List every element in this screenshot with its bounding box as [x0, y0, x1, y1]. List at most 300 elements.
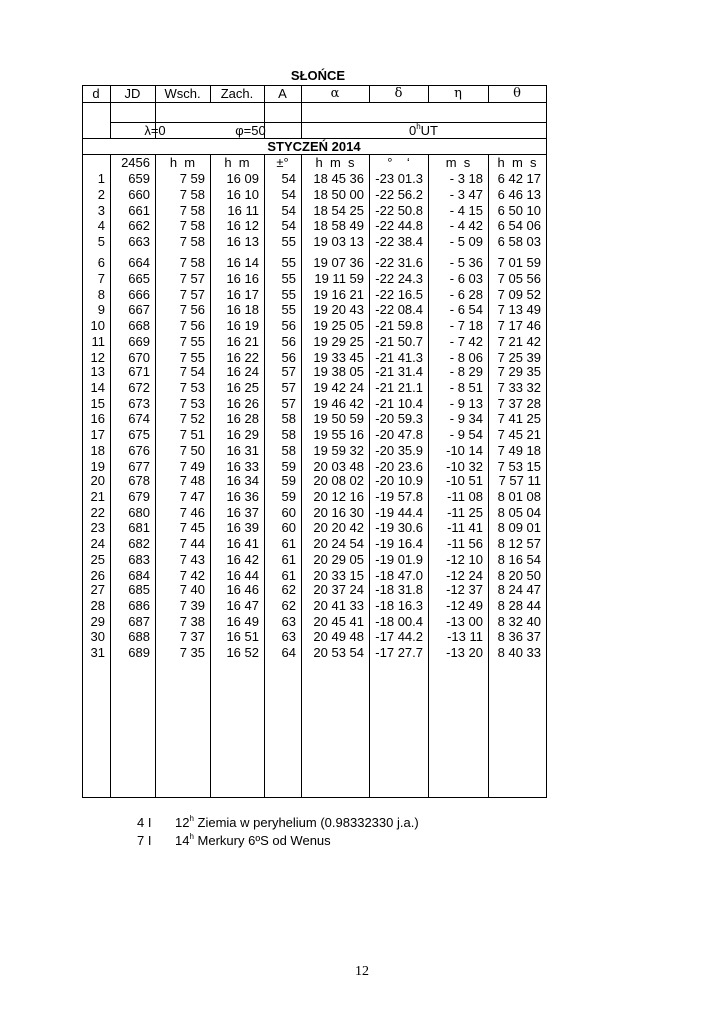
- table-cell-col-5: 20 12 16: [313, 488, 364, 504]
- table-cell-col-3: 16 44: [226, 567, 259, 583]
- table-cell-col-7: - 9 54: [449, 427, 483, 443]
- table-rule: [210, 154, 211, 797]
- table-cell-col-5: 20 24 54: [313, 536, 364, 552]
- table-cell-col-1: 662: [128, 218, 150, 234]
- table-rule: [155, 154, 156, 797]
- table-cell-col-6: -21 21.1: [375, 379, 423, 395]
- param-ut: 0$^h$UT: [408, 122, 439, 138]
- table-cell-col-1: 663: [128, 234, 150, 250]
- table-cell-col-8: 8 40 33: [497, 645, 541, 661]
- table-cell-col-2: 7 45: [179, 520, 205, 536]
- table-cell-col-3: 16 37: [226, 504, 259, 520]
- table-cell-col-0: 7: [97, 270, 105, 286]
- table-cell-col-8: 7 57 11: [498, 473, 541, 488]
- table-cell-col-0: 23: [90, 520, 105, 536]
- table-cell-col-2: 7 54: [179, 364, 205, 379]
- table-cell-col-1: 667: [128, 302, 150, 318]
- table-rule: [488, 154, 489, 797]
- table-cell-col-4: 56: [281, 318, 296, 334]
- table-cell-col-2: 7 52: [179, 411, 205, 427]
- table-cell-col-8: 6 42 17: [497, 171, 541, 186]
- table-cell-col-5: 20 41 33: [313, 597, 364, 613]
- table-cell-col-3: 16 22: [226, 349, 259, 365]
- table-cell-col-2: 7 49: [179, 458, 205, 474]
- table-cell-col-7: - 7 18: [449, 318, 483, 334]
- table-cell-col-6: -19 57.8: [375, 488, 423, 504]
- table-cell-col-1: 675: [128, 427, 150, 443]
- table-cell-col-2: 7 35: [179, 645, 205, 661]
- table-cell-col-3: 16 16: [226, 270, 259, 286]
- table-cell-col-5: 20 49 48: [313, 629, 364, 645]
- table-cell-col-5: 20 37 24: [313, 582, 364, 597]
- table-cell-col-8: 8 09 01: [497, 520, 541, 536]
- table-cell-col-2: 7 43: [179, 552, 205, 567]
- table-cell-col-6: -22 56.2: [375, 186, 423, 202]
- table-cell-col-1: 661: [128, 202, 150, 218]
- table-cell-col-2: 7 57: [179, 270, 205, 286]
- table-cell-col-3: 16 10: [226, 186, 259, 202]
- table-cell-col-0: 9: [97, 302, 105, 318]
- table-cell-col-6: -20 47.8: [375, 427, 423, 443]
- col-header-1: JD: [124, 86, 141, 101]
- table-cell-col-4: 62: [281, 582, 296, 597]
- table-cell-col-2: 7 59: [179, 171, 205, 186]
- table-cell-col-5: 19 07 36: [313, 255, 364, 270]
- table-cell-col-7: - 8 06: [449, 349, 483, 365]
- table-cell-col-5: 19 25 05: [313, 318, 364, 334]
- table-cell-col-6: -22 16.5: [375, 286, 423, 302]
- table-cell-col-2: 7 53: [179, 379, 205, 395]
- table-cell-col-5: 19 38 05: [313, 364, 364, 379]
- table-cell-col-5: 19 50 59: [313, 411, 364, 427]
- table-cell-col-5: 20 08 02: [313, 473, 364, 488]
- table-rule: [110, 154, 111, 797]
- table-cell-col-4: 63: [281, 629, 296, 645]
- page-title: SŁOŃCE: [290, 68, 346, 83]
- table-cell-col-7: -10 32: [446, 458, 483, 474]
- table-cell-col-8: 7 13 49: [497, 302, 541, 318]
- table-cell-col-6: -21 59.8: [375, 318, 423, 334]
- table-cell-col-3: 16 11: [227, 202, 259, 218]
- table-cell-col-8: 8 20 50: [497, 567, 541, 583]
- table-cell-col-3: 16 21: [226, 334, 259, 349]
- table-cell-col-4: 55: [281, 234, 296, 250]
- table-cell-col-3: 16 26: [226, 395, 259, 411]
- table-cell-col-6: -21 41.3: [375, 349, 423, 365]
- table-cell-col-4: 62: [281, 597, 296, 613]
- table-cell-col-4: 55: [281, 286, 296, 302]
- notes: [137, 814, 419, 850]
- table-cell-col-5: 18 50 00: [313, 186, 364, 202]
- table-cell-col-6: -23 01.3: [375, 171, 423, 186]
- unit-label-4: ±°: [276, 155, 289, 170]
- table-cell-col-5: 19 29 25: [313, 334, 364, 349]
- table-cell-col-2: 7 47: [179, 488, 205, 504]
- table-cell-col-1: 671: [128, 364, 150, 379]
- table-cell-col-6: -22 38.4: [375, 234, 423, 250]
- table-cell-col-5: 20 45 41: [313, 613, 364, 629]
- unit-label-3: h m: [224, 155, 250, 170]
- note-row: [137, 814, 419, 832]
- table-cell-col-1: 678: [128, 473, 150, 488]
- table-cell-col-8: 6 54 06: [497, 218, 541, 234]
- table-cell-col-4: 60: [281, 520, 296, 536]
- table-cell-col-6: -18 16.3: [375, 597, 423, 613]
- table-rule: [82, 797, 546, 798]
- table-cell-col-5: 19 20 43: [313, 302, 364, 318]
- table-cell-col-8: 8 32 40: [497, 613, 541, 629]
- table-cell-col-0: 1: [97, 171, 105, 186]
- table-cell-col-0: 21: [90, 488, 105, 504]
- table-cell-col-7: -10 51: [446, 473, 483, 488]
- table-cell-col-1: 676: [128, 443, 150, 458]
- table-cell-col-7: - 6 03: [449, 270, 483, 286]
- table-cell-col-0: 27: [90, 582, 105, 597]
- table-cell-col-3: 16 41: [226, 536, 259, 552]
- table-cell-col-2: 7 58: [179, 186, 205, 202]
- table-cell-col-0: 6: [97, 255, 105, 270]
- table-cell-col-4: 54: [281, 186, 296, 202]
- unit-label-8: h m s: [497, 155, 537, 170]
- table-cell-col-4: 55: [281, 302, 296, 318]
- table-cell-col-0: 17: [90, 427, 105, 443]
- table-cell-col-2: 7 55: [179, 349, 205, 365]
- table-cell-col-7: - 3 18: [449, 171, 483, 186]
- table-cell-col-4: 58: [281, 443, 296, 458]
- table-cell-col-5: 20 29 05: [313, 552, 364, 567]
- table-cell-col-1: 669: [128, 334, 150, 349]
- table-cell-col-7: -11 41: [447, 520, 483, 536]
- table-cell-col-3: 16 13: [226, 234, 259, 250]
- table-cell-col-4: 57: [281, 379, 296, 395]
- param-lambda: λ=0: [144, 123, 166, 138]
- col-header-2: Wsch.: [164, 86, 201, 101]
- table-cell-col-7: - 6 54: [449, 302, 483, 318]
- table-cell-col-0: 31: [90, 645, 105, 661]
- table-rule: [82, 85, 83, 798]
- table-cell-col-0: 12: [90, 349, 105, 365]
- note-date: 4 I: [137, 815, 152, 830]
- note-text: 12$^h$ Ziemia w peryhelium (0.98332330 j.a.): [175, 814, 419, 830]
- table-cell-col-3: 16 28: [226, 411, 259, 427]
- table-cell-col-6: -20 35.9: [375, 443, 423, 458]
- table-cell-col-4: 58: [281, 411, 296, 427]
- param-phi: φ=50: [235, 123, 266, 138]
- table-cell-col-1: 672: [128, 379, 150, 395]
- table-cell-col-6: -22 50.8: [375, 202, 423, 218]
- table-cell-col-8: 8 24 47: [497, 582, 541, 597]
- table-cell-col-0: 13: [90, 364, 105, 379]
- table-cell-col-1: 665: [128, 270, 150, 286]
- table-cell-col-5: 20 03 48: [313, 458, 364, 474]
- table-cell-col-5: 19 16 21: [313, 286, 364, 302]
- table-cell-col-3: 16 12: [226, 218, 259, 234]
- table-cell-col-1: 684: [128, 567, 150, 583]
- table-cell-col-0: 5: [97, 234, 105, 250]
- table-cell-col-3: 16 18: [226, 302, 259, 318]
- table-cell-col-5: 19 11 59: [314, 270, 364, 286]
- table-cell-col-5: 19 59 32: [313, 443, 364, 458]
- table-cell-col-5: 18 45 36: [313, 171, 364, 186]
- table-cell-col-1: 668: [128, 318, 150, 334]
- table-cell-col-7: -11 56: [447, 536, 483, 552]
- table-cell-col-4: 64: [281, 645, 296, 661]
- table-cell-col-5: 20 20 42: [313, 520, 364, 536]
- table-cell-col-4: 54: [281, 218, 296, 234]
- table-cell-col-1: 677: [128, 458, 150, 474]
- table-cell-col-8: 7 09 52: [497, 286, 541, 302]
- table-cell-col-4: 59: [281, 473, 296, 488]
- unit-label-5: h m s: [315, 155, 355, 170]
- table-cell-col-8: 7 21 42: [497, 334, 541, 349]
- table-cell-col-1: 683: [128, 552, 150, 567]
- table-cell-col-6: -18 31.8: [375, 582, 423, 597]
- table-cell-col-3: 16 34: [226, 473, 259, 488]
- table-cell-col-8: 8 16 54: [497, 552, 541, 567]
- table-cell-col-4: 57: [281, 395, 296, 411]
- table-cell-col-6: -18 00.4: [375, 613, 423, 629]
- table-cell-col-6: -22 08.4: [375, 302, 423, 318]
- table-cell-col-0: 15: [90, 395, 105, 411]
- table-cell-col-6: -19 16.4: [375, 536, 423, 552]
- table-cell-col-8: 6 58 03: [497, 234, 541, 250]
- table-cell-col-3: 16 49: [226, 613, 259, 629]
- table-cell-col-1: 664: [128, 255, 150, 270]
- table-cell-col-3: 16 42: [226, 552, 259, 567]
- table-cell-col-1: 688: [128, 629, 150, 645]
- table-cell-col-1: 659: [128, 171, 150, 186]
- table-cell-col-7: -11 08: [447, 488, 483, 504]
- table-cell-col-8: 6 50 10: [497, 202, 541, 218]
- col-header-6: δ: [394, 86, 403, 101]
- table-cell-col-1: 673: [128, 395, 150, 411]
- table-cell-col-6: -20 23.6: [375, 458, 423, 474]
- table-cell-col-7: -12 49: [446, 597, 483, 613]
- table-cell-col-5: 18 58 49: [313, 218, 364, 234]
- table-cell-col-8: 8 01 08: [497, 488, 541, 504]
- table-cell-col-4: 54: [281, 171, 296, 186]
- table-rule: [301, 154, 302, 797]
- unit-label-6: ° ‘: [387, 155, 410, 170]
- table-cell-col-7: -12 37: [446, 582, 483, 597]
- table-rule: [546, 85, 547, 798]
- table-cell-col-7: - 7 42: [449, 334, 483, 349]
- table-cell-col-4: 61: [281, 567, 296, 583]
- table-cell-col-5: 19 42 24: [313, 379, 364, 395]
- table-cell-col-0: 14: [90, 379, 105, 395]
- month-title: STYCZEŃ 2014: [267, 139, 361, 154]
- table-cell-col-3: 16 09: [226, 171, 259, 186]
- table-cell-col-8: 7 25 39: [497, 349, 541, 365]
- table-cell-col-1: 660: [128, 186, 150, 202]
- table-cell-col-7: -11 25: [447, 504, 483, 520]
- table-rule: [369, 154, 370, 797]
- table-cell-col-3: 16 29: [226, 427, 259, 443]
- table-cell-col-5: 19 55 16: [313, 427, 364, 443]
- col-header-4: A: [278, 86, 287, 101]
- table-cell-col-6: -21 31.4: [375, 364, 423, 379]
- table-cell-col-8: 7 41 25: [497, 411, 541, 427]
- table-cell-col-7: -12 10: [446, 552, 483, 567]
- table-cell-col-1: 674: [128, 411, 150, 427]
- table-cell-col-1: 685: [128, 582, 150, 597]
- table-cell-col-3: 16 51: [226, 629, 259, 645]
- table-cell-col-3: 16 14: [226, 255, 259, 270]
- table-cell-col-5: 20 16 30: [313, 504, 364, 520]
- table-cell-col-3: 16 31: [226, 443, 259, 458]
- table-cell-col-0: 30: [90, 629, 105, 645]
- table-cell-col-5: 19 33 45: [313, 349, 364, 365]
- table-cell-col-2: 7 51: [179, 427, 205, 443]
- ephemeris-table: [82, 85, 546, 797]
- table-cell-col-2: 7 40: [179, 582, 205, 597]
- table-cell-col-2: 7 42: [179, 567, 205, 583]
- unit-label-1: 2456: [121, 155, 150, 170]
- table-cell-col-7: - 6 28: [449, 286, 483, 302]
- table-cell-col-3: 16 52: [226, 645, 259, 661]
- table-cell-col-7: - 4 15: [449, 202, 483, 218]
- table-cell-col-0: 24: [90, 536, 105, 552]
- table-cell-col-2: 7 57: [179, 286, 205, 302]
- table-cell-col-7: - 9 13: [449, 395, 483, 411]
- table-cell-col-7: - 4 42: [449, 218, 483, 234]
- col-header-5: α: [330, 86, 340, 101]
- table-cell-col-7: - 8 29: [449, 364, 483, 379]
- table-cell-col-0: 4: [97, 218, 105, 234]
- table-cell-col-2: 7 56: [179, 302, 205, 318]
- table-cell-col-3: 16 24: [226, 364, 259, 379]
- table-cell-col-6: -21 50.7: [375, 334, 423, 349]
- table-cell-col-7: -13 11: [447, 629, 483, 645]
- table-cell-col-7: - 9 34: [449, 411, 483, 427]
- table-cell-col-8: 7 37 28: [497, 395, 541, 411]
- col-header-8: θ: [513, 86, 521, 101]
- table-cell-col-2: 7 53: [179, 395, 205, 411]
- table-cell-col-3: 16 47: [226, 597, 259, 613]
- table-cell-col-0: 3: [97, 202, 105, 218]
- table-cell-col-2: 7 46: [179, 504, 205, 520]
- table-cell-col-2: 7 37: [179, 629, 205, 645]
- table-cell-col-2: 7 50: [179, 443, 205, 458]
- table-cell-col-1: 689: [128, 645, 150, 661]
- table-cell-col-6: -20 59.3: [375, 411, 423, 427]
- table-cell-col-5: 18 54 25: [313, 202, 364, 218]
- table-cell-col-3: 16 46: [226, 582, 259, 597]
- table-cell-col-7: -12 24: [446, 567, 483, 583]
- table-cell-col-4: 63: [281, 613, 296, 629]
- table-cell-col-1: 687: [128, 613, 150, 629]
- table-cell-col-6: -22 44.8: [375, 218, 423, 234]
- table-cell-col-3: 16 19: [226, 318, 259, 334]
- table-cell-col-8: 7 33 32: [497, 379, 541, 395]
- table-rule: [82, 102, 546, 103]
- table-cell-col-8: 7 49 18: [497, 443, 541, 458]
- table-cell-col-4: 61: [281, 536, 296, 552]
- page-number: 12: [355, 964, 369, 979]
- table-cell-col-2: 7 44: [179, 536, 205, 552]
- table-cell-col-4: 54: [281, 202, 296, 218]
- table-rule: [264, 154, 265, 797]
- table-cell-col-2: 7 58: [179, 234, 205, 250]
- table-cell-col-4: 55: [281, 270, 296, 286]
- table-cell-col-6: -17 27.7: [375, 645, 423, 661]
- table-cell-col-3: 16 17: [226, 286, 259, 302]
- table-cell-col-0: 11: [91, 334, 105, 349]
- table-cell-col-0: 16: [90, 411, 105, 427]
- table-cell-col-4: 57: [281, 364, 296, 379]
- table-cell-col-2: 7 56: [179, 318, 205, 334]
- table-cell-col-7: - 5 09: [449, 234, 483, 250]
- table-cell-col-7: - 5 36: [449, 255, 483, 270]
- table-cell-col-1: 681: [128, 520, 150, 536]
- table-cell-col-7: -13 00: [446, 613, 483, 629]
- table-cell-col-6: -20 10.9: [375, 473, 423, 488]
- table-cell-col-5: 20 53 54: [313, 645, 364, 661]
- table-cell-col-0: 26: [90, 567, 105, 583]
- table-cell-col-8: 7 29 35: [497, 364, 541, 379]
- table-cell-col-8: 7 53 15: [497, 458, 541, 474]
- table-cell-col-8: 8 36 37: [497, 629, 541, 645]
- table-cell-col-4: 59: [281, 458, 296, 474]
- table-cell-col-3: 16 39: [226, 520, 259, 536]
- unit-label-2: h m: [169, 155, 196, 170]
- col-header-7: η: [454, 86, 462, 101]
- table-cell-col-1: 682: [128, 536, 150, 552]
- table-cell-col-6: -19 01.9: [375, 552, 423, 567]
- table-cell-col-5: 19 46 42: [313, 395, 364, 411]
- table-cell-col-8: 7 45 21: [497, 427, 541, 443]
- table-cell-col-8: 8 05 04: [497, 504, 541, 520]
- table-cell-col-2: 7 55: [179, 334, 205, 349]
- table-cell-col-8: 8 28 44: [497, 597, 541, 613]
- table-cell-col-1: 679: [128, 488, 150, 504]
- table-cell-col-2: 7 38: [179, 613, 205, 629]
- table-cell-col-6: -17 44.2: [375, 629, 423, 645]
- table-cell-col-6: -22 31.6: [375, 255, 423, 270]
- table-cell-col-1: 666: [128, 286, 150, 302]
- unit-label-7: m s: [445, 155, 471, 170]
- table-cell-col-6: -22 24.3: [375, 270, 423, 286]
- table-cell-col-4: 55: [281, 255, 296, 270]
- note-text: 14$^h$ Merkury 6ºS od Wenus: [175, 832, 331, 848]
- table-cell-col-4: 59: [281, 488, 296, 504]
- table-cell-col-0: 10: [90, 318, 105, 334]
- table-cell-col-1: 670: [128, 349, 150, 365]
- table-cell-col-4: 60: [281, 504, 296, 520]
- table-cell-col-4: 61: [281, 552, 296, 567]
- table-cell-col-8: 7 01 59: [497, 255, 541, 270]
- table-cell-col-6: -18 47.0: [375, 567, 423, 583]
- table-cell-col-7: -13 20: [446, 645, 483, 661]
- table-cell-col-4: 58: [281, 427, 296, 443]
- table-cell-col-5: 19 03 13: [313, 234, 364, 250]
- table-cell-col-8: 8 12 57: [497, 536, 541, 552]
- table-cell-col-7: - 3 47: [449, 186, 483, 202]
- table-cell-col-2: 7 58: [179, 218, 205, 234]
- table-cell-col-1: 680: [128, 504, 150, 520]
- table-cell-col-4: 56: [281, 349, 296, 365]
- table-cell-col-5: 20 33 15: [313, 567, 364, 583]
- table-cell-col-2: 7 39: [179, 597, 205, 613]
- note-row: [137, 832, 419, 850]
- col-header-0: d: [92, 86, 100, 101]
- table-cell-col-4: 56: [281, 334, 296, 349]
- table-cell-col-0: 2: [97, 186, 105, 202]
- table-cell-col-0: 8: [97, 286, 105, 302]
- col-header-3: Zach.: [220, 86, 254, 101]
- table-cell-col-2: 7 58: [179, 202, 205, 218]
- table-cell-col-3: 16 36: [226, 488, 259, 504]
